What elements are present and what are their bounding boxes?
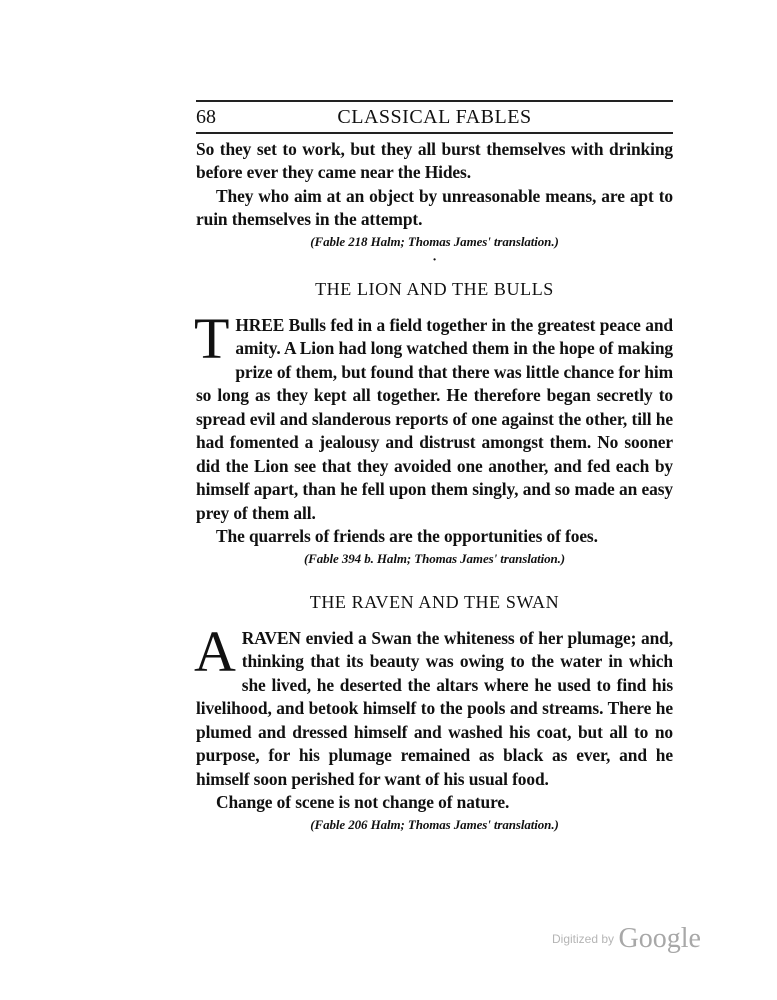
section-separator: · xyxy=(432,252,437,268)
google-logo: Google xyxy=(618,923,701,954)
running-title: CLASSICAL FABLES xyxy=(337,106,532,128)
fable-text-raven: RAVEN envied a Swan the whiteness of her plumage; and, thinking that its beauty was owing to the water in which she lived, he deserted the altars where he used to find his livelihood, and betook himself to the pools and streams. There he plumed and dressed himself and washed his coat, but all to no purpose, for his plumage remained as black as ever, and he himself soon perished for want of his usual food. xyxy=(196,627,673,789)
fable-title-lion: THE LION AND THE BULLS xyxy=(315,278,554,299)
continuation-moral: They who aim at an object by unreasonable means, are apt to ruin themselves in the attempt. xyxy=(196,185,673,229)
fable-moral-lion: The quarrels of friends are the opportunities of foes. xyxy=(216,526,598,546)
fable-body-raven xyxy=(194,618,673,792)
page-body xyxy=(196,134,673,835)
continuation-source: (Fable 218 Halm; Thomas James' translation.) xyxy=(310,233,559,249)
fable-text-lion: HREE Bulls fed in a field together in the greatest peace and amity. A Lion had long watched them in the hope of making prize of them, but found that there was little chance for him so long as they kept all together. He therefore began secretly to spread evil and slanderous reports of one against the other, till he had fomented a jealousy and distrust amongst them. No sooner did the Lion see that they avoided one another, and fed each by himself apart, than he fell upon them singly, and so made an easy prey of them all. xyxy=(196,314,673,523)
drop-cap-lion: T xyxy=(194,305,230,371)
fable-source-raven: (Fable 206 Halm; Thomas James' translation.) xyxy=(310,816,559,832)
book-page xyxy=(196,100,673,835)
watermark-prefix: Digitized by xyxy=(552,932,615,946)
fable-title-raven: THE RAVEN AND THE SWAN xyxy=(309,591,560,612)
page-number: 68 xyxy=(196,106,216,128)
fable-source-lion: (Fable 394 b. Halm; Thomas James' translation.) xyxy=(303,550,566,566)
fable-body-lion xyxy=(194,305,673,526)
drop-cap-raven: A xyxy=(194,618,236,684)
continuation-paragraph: So they set to work, but they all burst themselves with drinking before ever they came near the Hides. xyxy=(196,138,673,182)
digitized-by-watermark xyxy=(552,923,701,955)
fable-moral-raven: Change of scene is not change of nature. xyxy=(216,792,510,812)
running-header xyxy=(196,102,673,132)
